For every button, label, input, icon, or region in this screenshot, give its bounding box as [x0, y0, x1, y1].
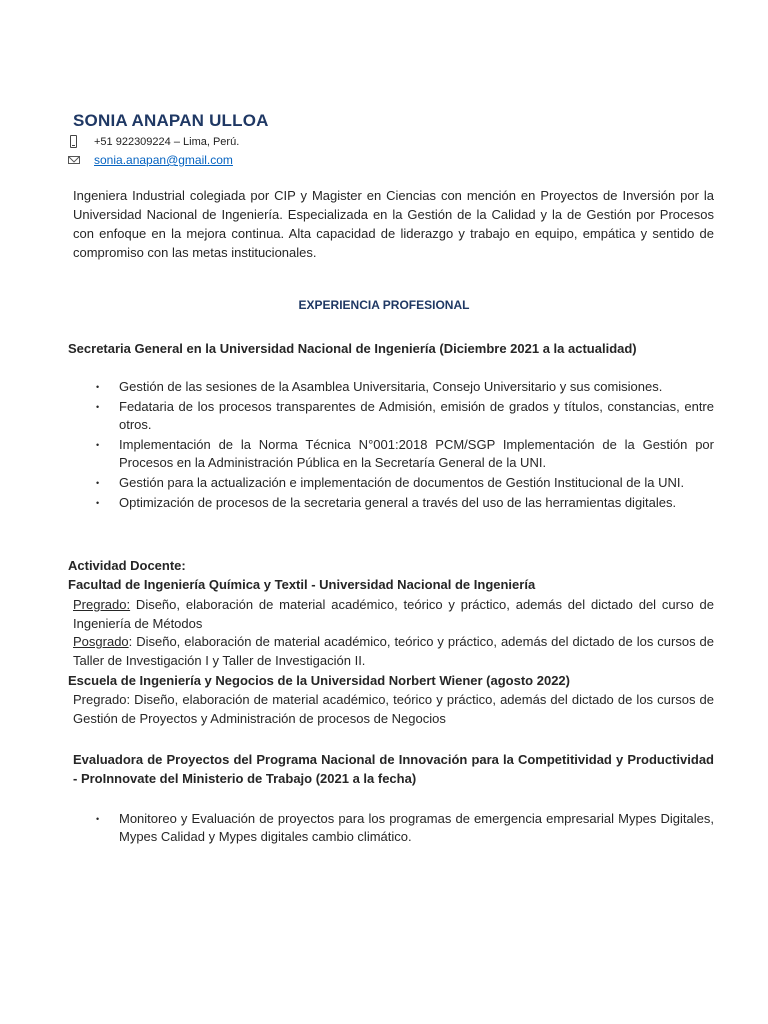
candidate-name: SONIA ANAPAN ULLOA: [73, 111, 269, 130]
list-item: • Implementación de la Norma Técnica N°001:2018 PCM/SGP Implementación de la Gestión por Procesos en la Administración Pública en la Secretaría General de la UNI.: [96, 437, 714, 470]
faculty-quimica-textil: Facultad de Ingeniería Química y Textil - Universidad Nacional de Ingeniería: [68, 577, 536, 592]
mail-icon: [68, 156, 80, 164]
list-item: • Fedataria de los procesos transparentes de Admisión, emisión de grados y títulos, constancias, entre otros.: [96, 399, 714, 432]
list-item: • Gestión de las sesiones de la Asamblea Universitaria, Consejo Universitario y sus comisiones.: [96, 379, 663, 394]
job1-bullet-list: [68, 378, 714, 514]
posgrado-text: : Diseño, elaboración de material académico, teórico y práctico, además del dictado de los cursos de Taller de Investigación I y Taller de Investigación II.: [73, 634, 714, 668]
job-title-evaluadora: Evaluadora de Proyectos del Programa Nacional de Innovación para la Competitividad y Productividad - ProInnovate del Ministerio de Trabajo (2021 a la fecha): [73, 752, 714, 786]
profile-summary: Ingeniera Industrial colegiada por CIP y Magister en Ciencias con mención en Proyectos de Inversión por la Universidad Nacional de Ingeniería. Especializada en la Gestión de la Calidad y la de Gestión por Procesos con enfoque en la mejora continua. Alta capacidad de liderazgo y trabajo en equipo, empática y sentido de compromiso con las metas institucionales.: [73, 188, 714, 260]
faculty-norbert-wiener: Escuela de Ingeniería y Negocios de la Universidad Norbert Wiener (agosto 2022): [68, 673, 570, 688]
bullet-icon: •: [96, 478, 100, 488]
job-title-secretaria: Secretaria General en la Universidad Nacional de Ingeniería (Diciembre 2021 a la actualidad): [68, 341, 637, 356]
posgrado-label: Posgrado: [73, 634, 129, 649]
email-link[interactable]: sonia.anapan@gmail.com: [94, 153, 233, 167]
pregrado-paragraph: [73, 596, 714, 633]
pregrado-text: Diseño, elaboración de material académico, teórico y práctico, además del dictado del curso de Ingeniería de Métodos: [73, 597, 714, 631]
posgrado-paragraph: [73, 633, 714, 670]
bullet-icon: •: [96, 402, 100, 412]
teaching-title: Actividad Docente:: [68, 558, 186, 573]
phone-row: [68, 135, 239, 148]
email-row: [68, 153, 233, 167]
bullet-icon: •: [96, 814, 100, 824]
bullet-icon: •: [96, 498, 100, 508]
pregrado-wiener-paragraph: Pregrado: Diseño, elaboración de material académico, teórico y práctico, además del dictado de los cursos de Gestión de Proyectos y Administración de procesos de Negocios: [73, 692, 714, 726]
list-item: • Gestión para la actualización e implementación de documentos de Gestión Institucional de la UNI.: [96, 475, 685, 490]
phone-icon: [70, 135, 77, 148]
pregrado-label: Pregrado:: [73, 597, 131, 612]
list-item: • Optimización de procesos de la secretaria general a través del uso de las herramientas digitales.: [96, 495, 677, 510]
phone-text: +51 922309224 – Lima, Perú.: [94, 135, 240, 148]
bullet-icon: •: [96, 382, 100, 392]
section-heading-experience: EXPERIENCIA PROFESIONAL: [298, 298, 470, 312]
list-item: • Monitoreo y Evaluación de proyectos para los programas de emergencia empresarial Mypes Digitales, Mypes Calidad y Mypes digitales cambio climático.: [96, 811, 714, 844]
job2-bullet-list: [68, 810, 714, 848]
bullet-icon: •: [96, 440, 100, 450]
